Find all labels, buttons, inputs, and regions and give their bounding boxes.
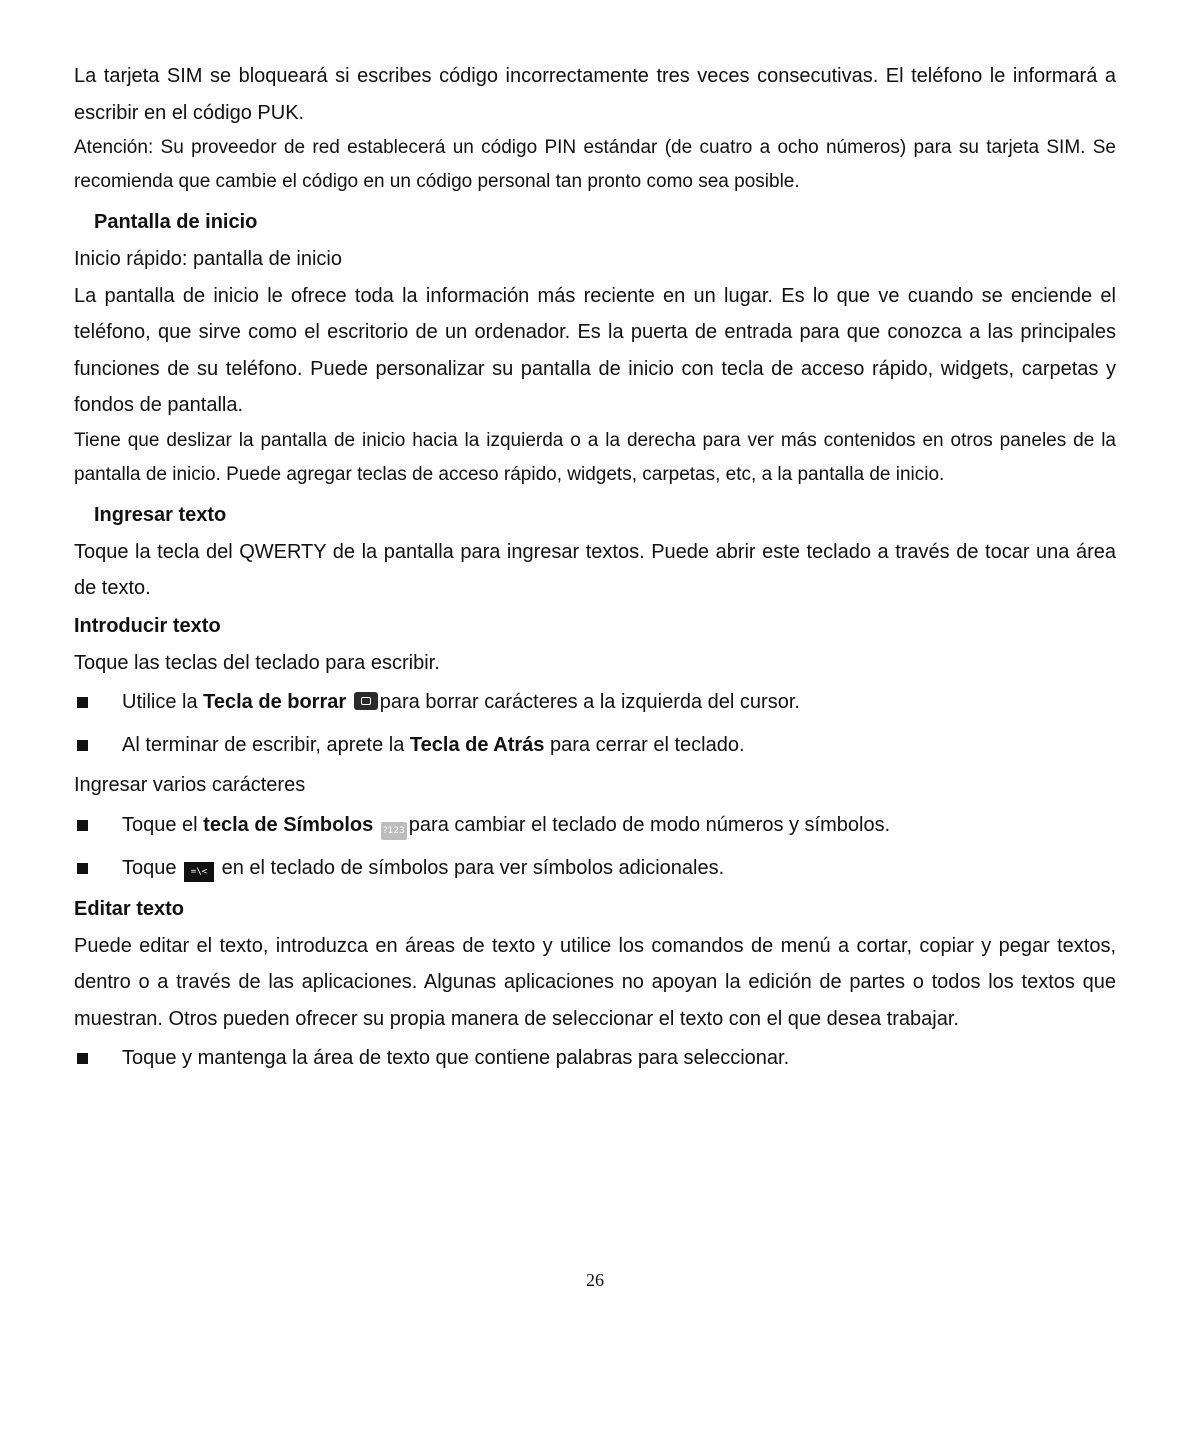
bullet-text-pre: Toque [122, 856, 183, 879]
bullet-bold-back-key: Tecla de Atrás [409, 734, 545, 756]
bullet-square-icon [77, 740, 88, 751]
bullet-square-icon [77, 697, 88, 708]
subsection-heading-edit-text: Editar texto [74, 897, 185, 920]
more-symbols-key-icon: =\< [184, 862, 214, 882]
bullet-text-post: para borrar carácteres a la izquierda del cursor. [379, 691, 800, 713]
intro-paragraph-pin-notice: Atención: Su proveedor de red establecerá un código PIN estándar (de cuatro a ocho números) para su tarjeta SIM. Se recomienda que cambie el código en un código personal tan pronto como sea posible. [74, 137, 1116, 192]
bullet-text-post: en el teclado de símbolos para ver símbolos adicionales. [221, 856, 725, 879]
bullet-select-text [74, 1037, 1116, 1080]
bullet-text-post: para cerrar el teclado. [544, 734, 745, 756]
bullet-more-symbols-key [74, 847, 1116, 890]
backspace-key-icon [354, 692, 378, 710]
page-number: 26 [586, 1270, 604, 1290]
bullet-text-post: para cambiar el teclado de modo números y símbolos. [408, 813, 891, 836]
home-quickstart-line: Inicio rápido: pantalla de inicio [74, 248, 342, 270]
subsection-heading-introduce-text: Introducir texto [74, 614, 221, 637]
bullet-symbols-key [74, 804, 1116, 847]
bullet-bold-symbols-key: tecla de Símbolos [203, 813, 374, 836]
section-heading-input-text: Ingresar texto [94, 503, 227, 526]
intro-paragraph-sim-lock: La tarjeta SIM se bloqueará si escribes código incorrectamente tres veces consecutivas. El teléfono le informará a escribir en el código PUK. [74, 65, 1116, 124]
input-keys-line: Toque las teclas del teclado para escribir. [74, 651, 440, 674]
bullet-square-icon [77, 1053, 88, 1064]
bullet-text-pre: Utilice la [122, 691, 204, 713]
bullet-delete-key [74, 681, 1116, 724]
section-heading-home-screen: Pantalla de inicio [94, 211, 258, 233]
bullet-text-pre: Toque el [122, 813, 204, 836]
symbols-key-icon: ?123 [381, 822, 407, 840]
bullet-square-icon [77, 820, 88, 831]
bullet-back-key [74, 724, 1116, 767]
bullet-square-icon [77, 863, 88, 874]
input-paragraph-qwerty: Toque la tecla del QWERTY de la pantalla para ingresar textos. Puede abrir este teclado a través de tocar una área de texto. [74, 540, 1116, 599]
bullet-text-pre: Al terminar de escribir, aprete la [122, 734, 410, 756]
home-paragraph-overview: La pantalla de inicio le ofrece toda la información más reciente en un lugar. Es lo que ve cuando se enciende el teléfono, que sirve como el escritorio de un ordenador. Es la puerta de entrada para que conozca a las principales funciones de su teléfono. Puede personalizar su pantalla de inicio con tecla de acceso rápido, widgets, carpetas y fondos de pantalla. [74, 284, 1116, 416]
bullet-bold-delete-key: Tecla de borrar [203, 691, 347, 713]
home-paragraph-swipe: Tiene que deslizar la pantalla de inicio hacia la izquierda o a la derecha para ver más contenidos en otros paneles de la pantalla de inicio. Puede agregar teclas de acceso rápido, widgets, carpetas, etc, a la pantalla de inicio. [74, 429, 1116, 485]
edit-paragraph: Puede editar el texto, introduzca en áreas de texto y utilice los comandos de menú a cortar, copiar y pegar textos, dentro o a través de las aplicaciones. Algunas aplicaciones no apoyan la edición de partes o todos los textos que muestran. Otros pueden ofrecer su propia manera de seleccionar el texto con el que desea trabajar. [74, 934, 1116, 1030]
bullet-text: Toque y mantenga la área de texto que contiene palabras para seleccionar. [122, 1047, 790, 1069]
multi-characters-line: Ingresar varios carácteres [74, 774, 306, 796]
document-page [74, 58, 1116, 1080]
